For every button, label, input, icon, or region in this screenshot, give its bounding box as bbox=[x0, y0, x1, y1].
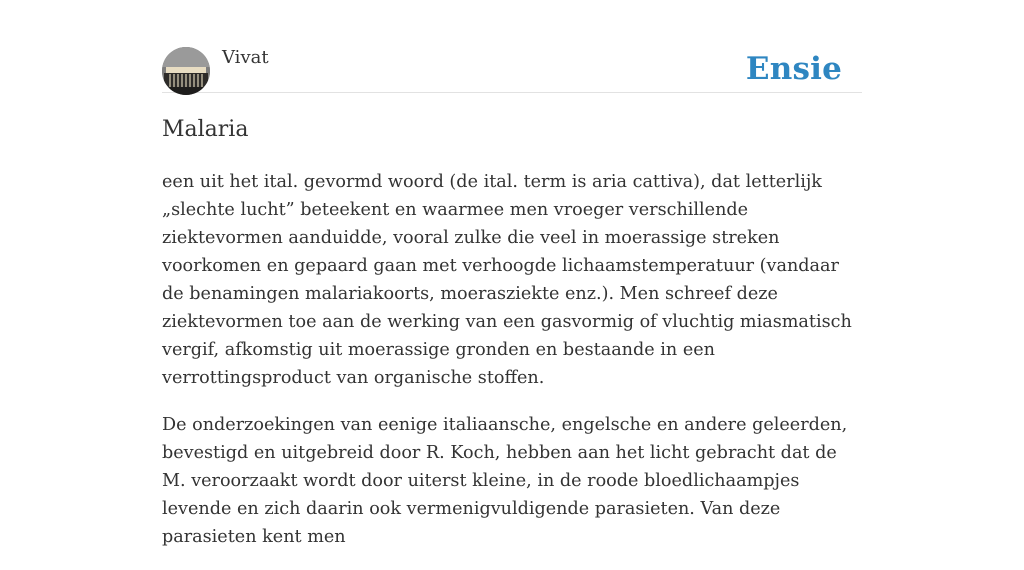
author-name[interactable]: Vivat bbox=[222, 47, 269, 68]
typewriter-icon bbox=[162, 47, 210, 95]
paragraph: een uit het ital. gevormd woord (de ital. term is aria cattiva), dat letterlijk „slechte lucht” beteekent en waarmee men vroeger verschillende ziektevormen aanduidde, vooral zulke die veel in moerassige streken voorkomen en gepaard gaan met verhoogde lichaamstemperatuur (vandaar de benamingen malariakoorts, moerasziekte enz.). Men schreef deze ziektevormen toe aan de werking van een gasvormig of vluchtig miasmatisch vergif, afkomstig uit moerassige gronden en bestaande in een verrottingsproduct van organische stoffen. bbox=[162, 172, 852, 388]
header bbox=[162, 47, 862, 93]
avatar[interactable] bbox=[162, 47, 210, 95]
page-title: Malaria bbox=[162, 117, 249, 142]
article-body bbox=[162, 168, 862, 570]
article-page bbox=[162, 0, 862, 547]
paragraph: De onderzoekingen van eenige italiaansche, engelsche en andere geleerden, bevestigd en uitgebreid door R. Koch, hebben aan het licht gebracht dat de M. veroorzaakt wordt door uiterst kleine, in de roode bloedlichaampjes levende en zich daarin ook vermenigvuldigende parasieten. Van deze parasieten kent men bbox=[162, 415, 848, 547]
site-logo[interactable]: Ensie bbox=[745, 51, 842, 87]
